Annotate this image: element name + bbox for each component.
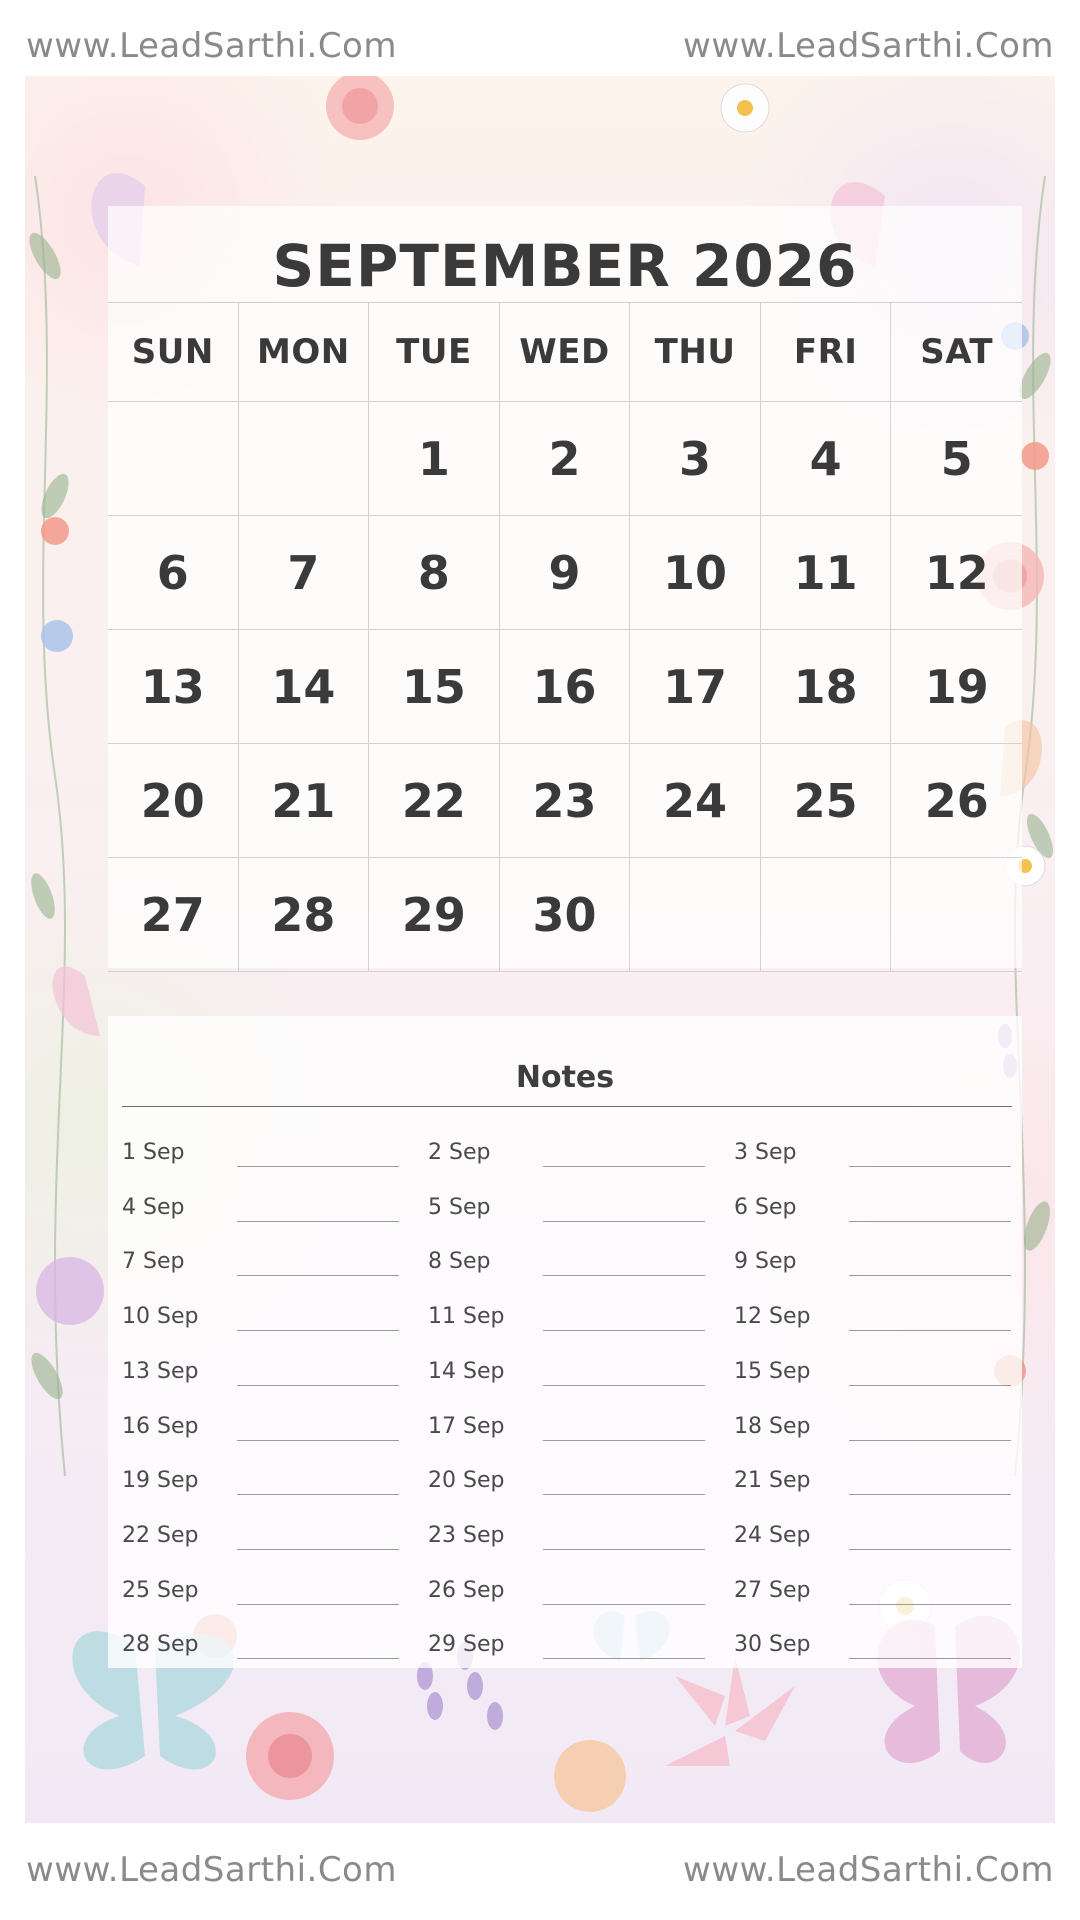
day-cell: 2 <box>500 402 631 516</box>
day-cell: 6 <box>108 516 239 630</box>
calendar-page <box>25 76 1055 1823</box>
note-write-line <box>237 1494 399 1495</box>
note-entry <box>428 1359 708 1399</box>
note-write-line <box>237 1604 399 1605</box>
note-entry <box>122 1140 402 1180</box>
note-write-line <box>237 1221 399 1222</box>
note-date-label: 2 Sep <box>428 1140 491 1165</box>
note-write-line <box>849 1604 1011 1605</box>
note-entry <box>122 1578 402 1618</box>
note-entry <box>428 1414 708 1454</box>
note-date-label: 14 Sep <box>428 1358 505 1384</box>
note-date-label: 1 Sep <box>122 1140 185 1165</box>
day-cell: 30 <box>500 858 631 972</box>
note-write-line <box>543 1658 705 1659</box>
month-calendar <box>108 206 1022 968</box>
note-entry <box>734 1578 1014 1618</box>
watermark-bottom-left: www.LeadSarthi.Com <box>26 1850 397 1890</box>
note-entry <box>428 1249 708 1289</box>
note-date-label: 7 Sep <box>122 1249 185 1275</box>
day-cell: 28 <box>239 858 370 972</box>
day-cell: 22 <box>369 744 500 858</box>
note-date-label: 8 Sep <box>428 1249 491 1275</box>
day-cell: 26 <box>891 744 1022 858</box>
note-entry <box>428 1468 708 1508</box>
note-entry <box>122 1523 402 1563</box>
note-write-line <box>543 1275 705 1276</box>
note-write-line <box>237 1549 399 1550</box>
note-entry <box>734 1140 1014 1180</box>
note-write-line <box>237 1440 399 1441</box>
weekday-header: THU <box>630 303 761 402</box>
note-date-label: 20 Sep <box>428 1468 505 1494</box>
note-date-label: 23 Sep <box>428 1522 505 1548</box>
day-cell: 8 <box>369 516 500 630</box>
note-date-label: 17 Sep <box>428 1413 505 1439</box>
note-date-label: 12 Sep <box>734 1304 811 1330</box>
weekday-header: MON <box>239 303 370 402</box>
day-cell: 1 <box>369 402 500 516</box>
day-cell <box>630 858 761 972</box>
notes-title: Notes <box>515 1060 615 1095</box>
day-cell: 23 <box>500 744 631 858</box>
note-write-line <box>237 1330 399 1331</box>
day-cell: 4 <box>761 402 892 516</box>
day-cell: 27 <box>108 858 239 972</box>
note-date-label: 28 Sep <box>122 1632 199 1658</box>
day-cell: 21 <box>239 744 370 858</box>
note-write-line <box>237 1166 399 1167</box>
note-entry <box>122 1195 402 1235</box>
note-entry <box>734 1468 1014 1508</box>
note-entry <box>734 1195 1014 1235</box>
day-cell: 16 <box>500 630 631 744</box>
note-date-label: 21 Sep <box>734 1468 811 1494</box>
note-entry <box>122 1304 402 1344</box>
day-cell <box>761 858 892 972</box>
day-cell: 19 <box>891 630 1022 744</box>
note-write-line <box>543 1221 705 1222</box>
weekday-header: TUE <box>369 303 500 402</box>
note-date-label: 26 Sep <box>428 1577 505 1603</box>
note-entry <box>734 1359 1014 1399</box>
note-entry <box>428 1304 708 1344</box>
day-cell: 10 <box>630 516 761 630</box>
note-write-line <box>849 1658 1011 1659</box>
note-entry <box>734 1249 1014 1289</box>
note-write-line <box>543 1549 705 1550</box>
note-date-label: 16 Sep <box>122 1413 199 1439</box>
note-date-label: 10 Sep <box>122 1304 199 1330</box>
day-cell: 5 <box>891 402 1022 516</box>
note-write-line <box>849 1275 1011 1276</box>
watermark-top-right: www.LeadSarthi.Com <box>683 26 1054 66</box>
watermark-top-left: www.LeadSarthi.Com <box>26 26 397 66</box>
note-entry <box>734 1414 1014 1454</box>
note-date-label: 3 Sep <box>734 1140 797 1165</box>
note-date-label: 24 Sep <box>734 1522 811 1548</box>
notes-divider <box>122 1106 1012 1107</box>
note-date-label: 11 Sep <box>428 1304 505 1330</box>
day-cell <box>891 858 1022 972</box>
note-date-label: 19 Sep <box>122 1468 199 1494</box>
note-write-line <box>543 1604 705 1605</box>
note-write-line <box>543 1330 705 1331</box>
note-entry <box>428 1195 708 1235</box>
note-write-line <box>543 1166 705 1167</box>
note-write-line <box>849 1549 1011 1550</box>
calendar-title: SEPTEMBER 2026 <box>272 232 858 300</box>
day-cell: 13 <box>108 630 239 744</box>
note-entry <box>428 1632 708 1672</box>
note-entry <box>122 1468 402 1508</box>
note-entry <box>734 1304 1014 1344</box>
day-cell: 15 <box>369 630 500 744</box>
note-date-label: 15 Sep <box>734 1358 811 1384</box>
calendar-grid <box>108 302 1022 972</box>
weekday-header: WED <box>500 303 631 402</box>
watermark-bottom-right: www.LeadSarthi.Com <box>683 1850 1054 1890</box>
note-write-line <box>237 1658 399 1659</box>
note-entry <box>428 1578 708 1618</box>
day-cell <box>108 402 239 516</box>
note-entry <box>428 1523 708 1563</box>
note-write-line <box>543 1385 705 1386</box>
note-date-label: 25 Sep <box>122 1577 199 1603</box>
note-write-line <box>849 1385 1011 1386</box>
note-date-label: 22 Sep <box>122 1522 199 1548</box>
note-entry <box>122 1249 402 1289</box>
note-date-label: 13 Sep <box>122 1358 199 1384</box>
day-cell: 20 <box>108 744 239 858</box>
note-write-line <box>849 1166 1011 1167</box>
note-date-label: 6 Sep <box>734 1194 797 1220</box>
note-write-line <box>237 1275 399 1276</box>
day-cell: 7 <box>239 516 370 630</box>
day-cell: 12 <box>891 516 1022 630</box>
note-write-line <box>849 1221 1011 1222</box>
weekday-header: FRI <box>761 303 892 402</box>
note-write-line <box>849 1330 1011 1331</box>
note-write-line <box>543 1440 705 1441</box>
note-date-label: 30 Sep <box>734 1632 811 1658</box>
note-entry <box>122 1359 402 1399</box>
note-entry <box>734 1632 1014 1672</box>
note-write-line <box>849 1494 1011 1495</box>
weekday-header: SAT <box>891 303 1022 402</box>
day-cell: 24 <box>630 744 761 858</box>
note-entry <box>122 1632 402 1672</box>
day-cell: 9 <box>500 516 631 630</box>
note-date-label: 4 Sep <box>122 1194 185 1220</box>
day-cell: 29 <box>369 858 500 972</box>
note-date-label: 29 Sep <box>428 1632 505 1658</box>
day-cell: 17 <box>630 630 761 744</box>
day-cell: 18 <box>761 630 892 744</box>
note-date-label: 9 Sep <box>734 1249 797 1275</box>
day-cell: 14 <box>239 630 370 744</box>
notes-section <box>108 1016 1022 1668</box>
day-cell: 3 <box>630 402 761 516</box>
note-date-label: 5 Sep <box>428 1194 491 1220</box>
lily-icon <box>665 1656 795 1766</box>
note-date-label: 27 Sep <box>734 1577 811 1603</box>
day-cell <box>239 402 370 516</box>
day-cell: 11 <box>761 516 892 630</box>
note-write-line <box>237 1385 399 1386</box>
note-entry <box>428 1140 708 1180</box>
note-date-label: 18 Sep <box>734 1413 811 1439</box>
note-entry <box>122 1414 402 1454</box>
note-write-line <box>543 1494 705 1495</box>
day-cell: 25 <box>761 744 892 858</box>
weekday-header: SUN <box>108 303 239 402</box>
note-entry <box>734 1523 1014 1563</box>
note-write-line <box>849 1440 1011 1441</box>
